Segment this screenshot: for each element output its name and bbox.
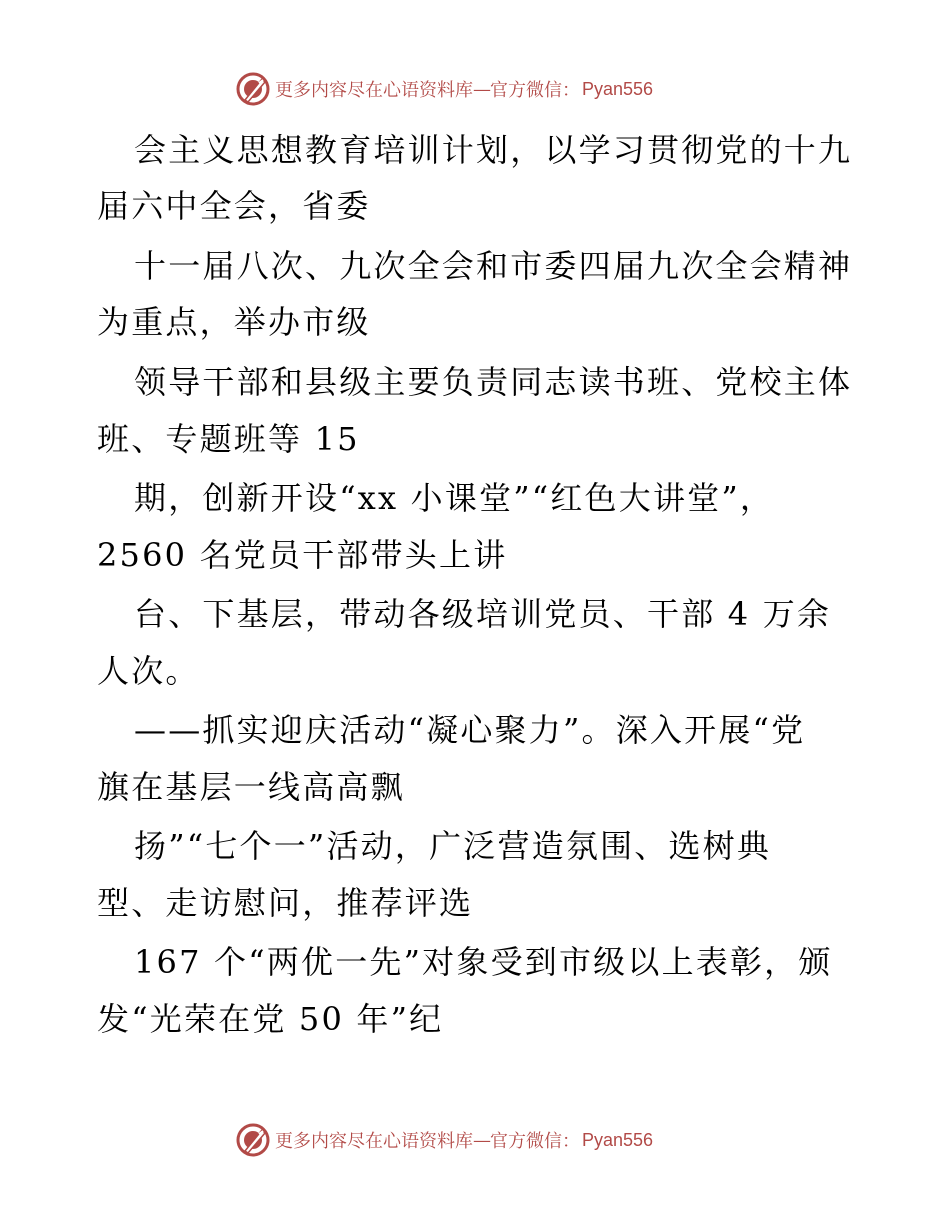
banner-brand-text: 更多内容尽在心语资料库	[275, 1131, 473, 1152]
text-line: 会主义思想教育培训计划，以学习贯彻党的十九	[134, 131, 853, 169]
text-line: 型、走访慰问，推荐评选	[97, 884, 474, 922]
banner-dash: —	[473, 78, 490, 100]
footer-banner	[235, 1122, 715, 1158]
text-line: 扬”“七个一”活动，广泛营造氛围、选树典	[134, 827, 772, 865]
text-line: 领导干部和县级主要负责同志读书班、党校主体	[134, 363, 853, 401]
pen-logo-icon	[235, 71, 271, 107]
text-line: 十一届八次、九次全会和市委四届九次全会精神	[134, 247, 853, 285]
banner-dash: —	[473, 1129, 490, 1151]
header-banner	[235, 71, 715, 107]
banner-wechat-label: 官方微信：	[490, 1131, 580, 1151]
text-line: 发“光荣在党 50 年”纪	[97, 1000, 444, 1038]
text-line: 旗在基层一线高高飘	[97, 768, 405, 806]
banner-wechat-id: Pyan556	[582, 78, 654, 99]
text-line: 届六中全会，省委	[97, 187, 371, 225]
text-line: 2560 名党员干部带头上讲	[97, 536, 508, 574]
text-line: 167 个“两优一先”对象受到市级以上表彰，颁	[134, 943, 833, 981]
text-line: 台、下基层，带动各级培训党员、干部 4 万余	[134, 595, 832, 633]
banner-brand-text: 更多内容尽在心语资料库	[275, 80, 473, 101]
text-line: ——抓实迎庆活动“凝心聚力”。深入开展“党	[134, 711, 806, 749]
text-line: 为重点，举办市级	[97, 303, 371, 341]
banner-wechat-id: Pyan556	[582, 1129, 654, 1150]
pen-logo-icon	[235, 1122, 271, 1158]
text-line: 期，创新开设“xx 小课堂”“红色大讲堂”，	[134, 479, 775, 517]
banner-wechat-label: 官方微信：	[490, 80, 580, 100]
text-line: 班、专题班等 15	[97, 420, 360, 458]
text-line: 人次。	[97, 652, 200, 690]
